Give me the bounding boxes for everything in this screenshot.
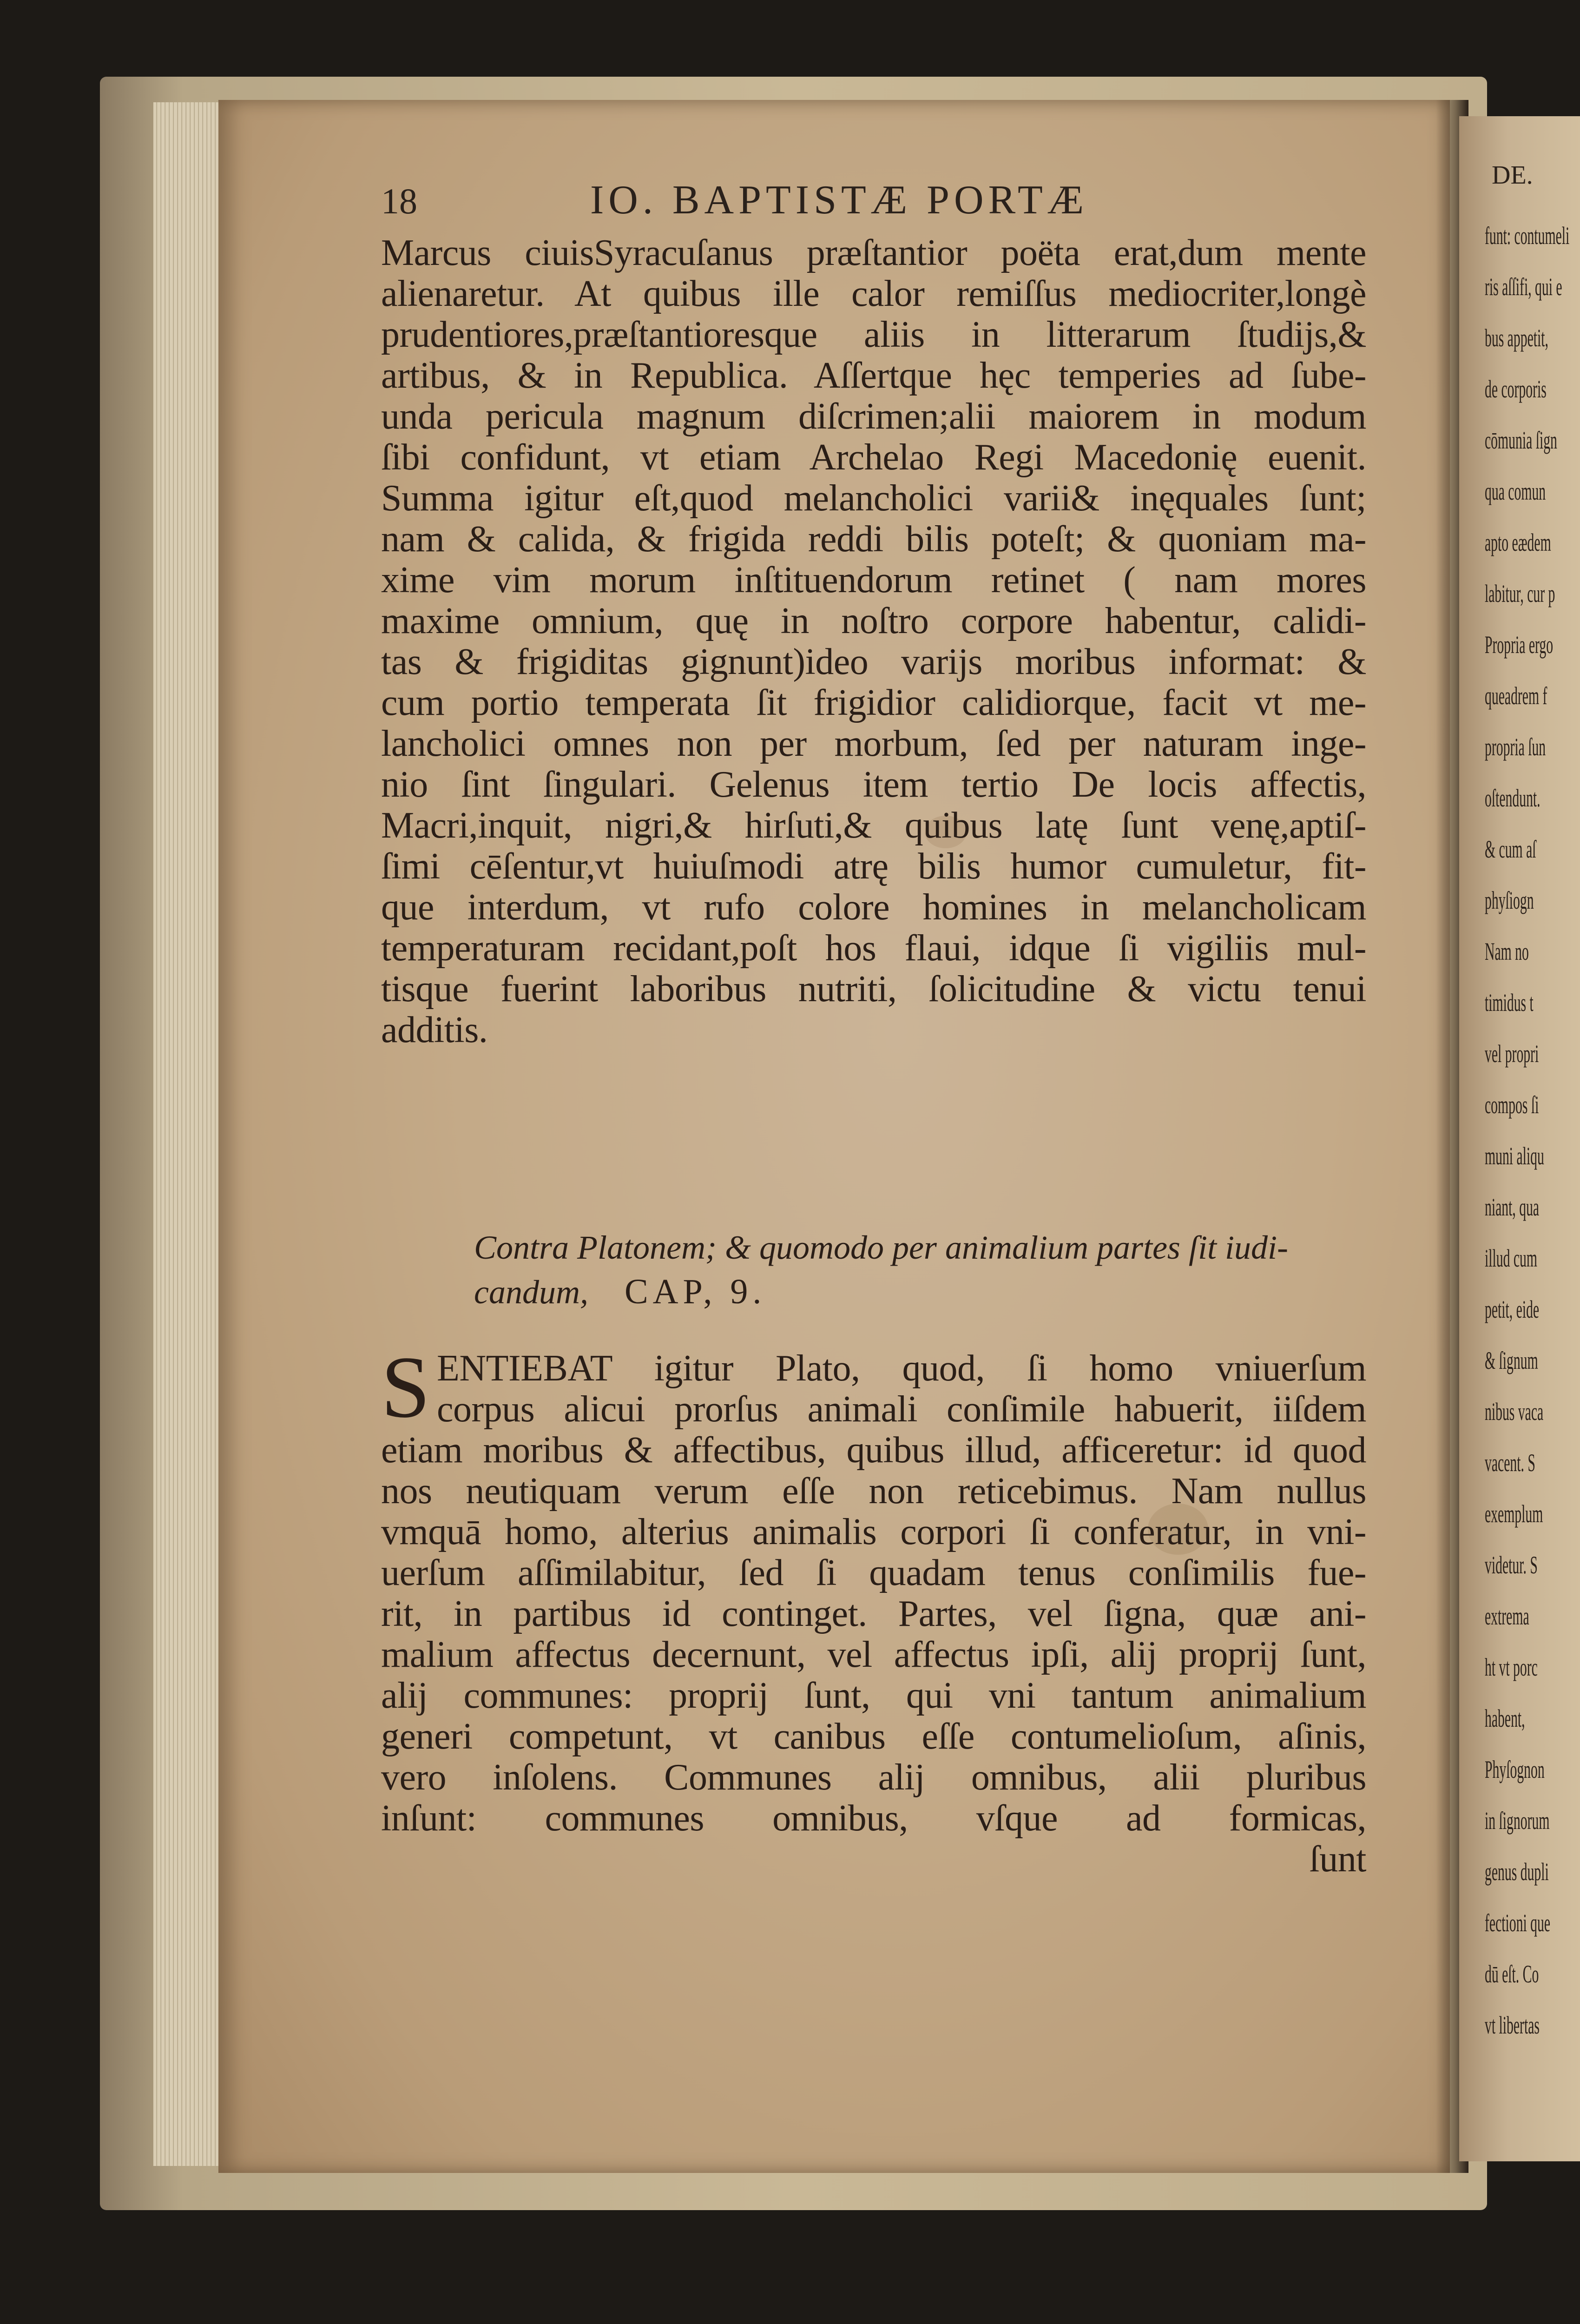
text-line: additis. [381, 1010, 488, 1050]
facing-page-head: DE. [1492, 161, 1533, 190]
text-line: generi competunt, vt canibus eſſe contumelioſum, aſinis, [381, 1716, 1366, 1757]
running-head [381, 177, 1348, 228]
facing-page-line: ht vt porc [1485, 1653, 1538, 1681]
facing-page-line: de corporis [1485, 375, 1547, 403]
facing-page-line: vt libertas [1485, 2011, 1540, 2039]
facing-page-line: niant, qua [1485, 1193, 1540, 1221]
facing-page-line: labitur, cur p [1485, 580, 1555, 607]
text-line: unda pericula magnum diſcrimen;alii maiorem in modum [381, 396, 1366, 437]
chapter-title-line2: candum, [474, 1274, 588, 1311]
text-line: corpus alicui prorſus animali conſimile habuerit, iiſdem [437, 1389, 1366, 1430]
text-line: malium affectus decernunt, vel affectus ipſi, alij proprij ſunt, [381, 1634, 1366, 1675]
text-line: Macri,inquit, nigri,& hirſuti,& quibus latę ſunt venę,aptiſ- [381, 805, 1366, 846]
facing-page-line: timidus t [1485, 989, 1534, 1017]
text-line: nam & calida, & frigida reddi bilis poteſt; & quoniam ma- [381, 519, 1366, 560]
text-line: Summa igitur eſt,quod melancholici varii& inęquales ſunt; [381, 478, 1366, 519]
facing-page-line: & ſignum [1485, 1347, 1538, 1374]
facing-page-line: nibus vaca [1485, 1398, 1544, 1426]
facing-page-line: propria ſun [1485, 733, 1546, 761]
text-line: cum portio temperata ſit frigidior calidiorque, facit vt me- [381, 682, 1366, 723]
facing-page-line: apto eædem [1485, 528, 1551, 556]
facing-page-line: habent, [1485, 1704, 1525, 1732]
page-edges [153, 102, 228, 2166]
facing-page [1459, 116, 1580, 2161]
facing-page-line: qua comun [1485, 477, 1546, 505]
facing-page-line: in ſignorum [1485, 1807, 1550, 1835]
text-line: ſimi cēſentur,vt huiuſmodi atrę bilis humor cumuletur, fit- [381, 846, 1366, 887]
text-line: artibus, & in Republica. Aſſertque hęc temperies ad ſube- [381, 355, 1366, 396]
text-line: etiam moribus & affectibus, quibus illud, afficeretur: id quod [381, 1430, 1366, 1471]
chapter-title-line1: Contra Platonem; & quomodo per animalium partes ſit iudi- [474, 1229, 1288, 1266]
text-line: inſunt: communes omnibus, vſque ad formicas, [381, 1798, 1366, 1839]
facing-page-line: & cum aſ [1485, 835, 1536, 863]
text-line: vero inſolens. Communes alij omnibus, alii pluribus [381, 1757, 1366, 1798]
catchword: ſunt [1309, 1839, 1366, 1880]
chapter-number: CAP, 9. [624, 1272, 766, 1311]
facing-page-line: oſtendunt. [1485, 784, 1540, 812]
facing-page-line: queadrem f [1485, 682, 1547, 710]
facing-page-line: exemplum [1485, 1500, 1543, 1528]
facing-page-line: Phyſognon [1485, 1756, 1545, 1783]
facing-page-line: vacent. S [1485, 1449, 1535, 1477]
text-line: vmquā homo, alterius animalis corpori ſi conferatur, in vni- [381, 1512, 1366, 1552]
text-line: ENTIEBAT igitur Plato, quod, ſi homo vniuerſum [437, 1348, 1366, 1389]
text-line: maxime omnium, quę in noſtro corpore habentur, calidi- [381, 601, 1366, 641]
facing-page-line: videtur. S [1485, 1551, 1538, 1579]
text-line: temperaturam recidant,poſt hos flaui, idque ſi vigiliis mul- [381, 928, 1366, 969]
text-line: uerſum aſſimilabitur, ſed ſi quadam tenus conſimilis fue- [381, 1552, 1366, 1593]
facing-page-line: Nam no [1485, 938, 1529, 965]
chapter-heading [474, 1227, 1357, 1268]
text-line: ſibi confidunt, vt etiam Archelao Regi Macedonię euenit. [381, 437, 1366, 478]
facing-page-line: compos ſi [1485, 1091, 1539, 1119]
page-number: 18 [381, 181, 417, 221]
text-line: rit, in partibus id continget. Partes, vel ſigna, quæ ani- [381, 1593, 1366, 1634]
text-line: nio ſint ſingulari. Gelenus item tertio De locis affectis, [381, 764, 1366, 805]
text-line: tisque fuerint laboribus nutriti, ſolicitudine & victu tenui [381, 969, 1366, 1010]
facing-page-line: ris aſſifi, qui e [1485, 273, 1562, 301]
text-line: alienaretur. At quibus ille calor remiſſus mediocriter,longè [381, 273, 1366, 314]
facing-page-line: Propria ergo [1485, 631, 1554, 659]
text-line: alij communes: proprij ſunt, qui vni tantum animalium [381, 1675, 1366, 1716]
facing-page-line: phyſiogn [1485, 886, 1534, 914]
facing-page-line: illud cum [1485, 1244, 1538, 1272]
facing-page-line: bus appetit, [1485, 324, 1548, 352]
facing-page-line: muni aliqu [1485, 1142, 1544, 1170]
text-line: lancholici omnes non per morbum, ſed per naturam inge- [381, 723, 1366, 764]
facing-page-line: extrema [1485, 1602, 1529, 1630]
facing-page-line: genus dupli [1485, 1858, 1549, 1886]
chapter-heading-line2 [474, 1271, 1357, 1313]
facing-page-line: vel propri [1485, 1040, 1539, 1068]
text-line: nos neutiquam verum eſſe non reticebimus. Nam nullus [381, 1471, 1366, 1512]
facing-page-line: fectioni que [1485, 1909, 1551, 1937]
running-title: IO. BAPTISTÆ PORTÆ [590, 178, 1088, 223]
facing-page-line: cōmunia ſign [1485, 426, 1557, 454]
text-line: prudentiores,præſtantioresque aliis in litterarum ſtudijs,& [381, 314, 1366, 355]
text-line: xime vim morum inſtituendorum retinet ( nam mores [381, 560, 1366, 601]
text-line: tas & frigiditas gignunt)ideo varijs moribus informat: & [381, 641, 1366, 682]
facing-page-line: petit, eide [1485, 1295, 1540, 1323]
drop-cap: S [381, 1339, 430, 1436]
text-line: Marcus ciuisSyracuſanus præſtantior poëta erat,dum mente [381, 232, 1366, 273]
text-line: que interdum, vt rufo colore homines in melancholicam [381, 887, 1366, 928]
facing-page-line: dū eſt. Co [1485, 1960, 1539, 1988]
facing-page-line: funt: contumeli [1485, 222, 1570, 250]
drop-cap-block [381, 1339, 1366, 1436]
